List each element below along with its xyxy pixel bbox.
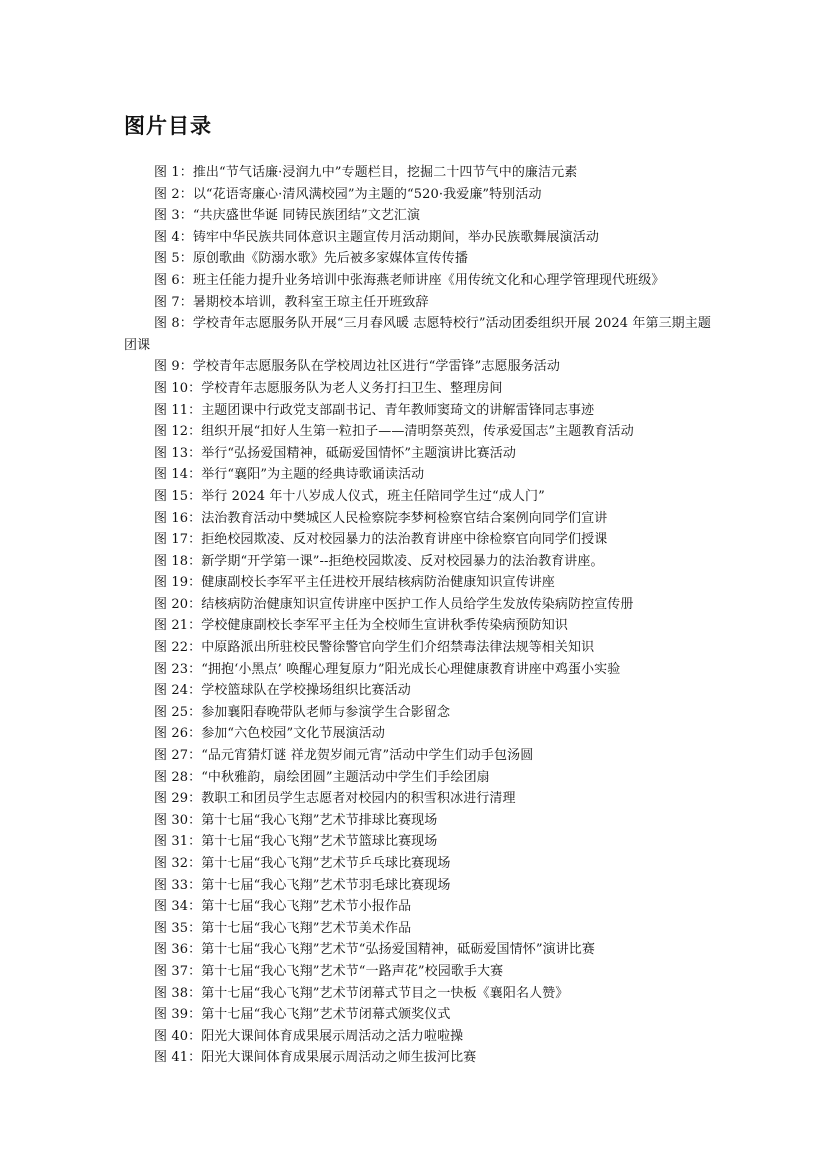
figure-caption: 暑期校本培训，教科室王琼主任开班致辞 <box>192 294 429 310</box>
figure-number: 图 1： <box>154 165 193 180</box>
figure-number: 图 20： <box>154 596 202 612</box>
figure-number: 图 35： <box>154 920 202 936</box>
figure-caption: 以“花语寄廉心·清风满校园”为主题的“520·我爱廉”特别活动 <box>192 186 542 202</box>
figure-caption: 拒绝校园欺凌、反对校园暴力的法治教育讲座中徐检察官向同学们授课 <box>201 532 608 548</box>
figure-number: 图 23： <box>154 661 202 677</box>
figure-number: 图 22： <box>154 640 202 656</box>
figure-caption: 第十七届“我心飞翔”艺术节小报作品 <box>201 899 412 915</box>
figure-number: 图 4： <box>154 229 193 245</box>
figure-entry <box>124 788 717 810</box>
figure-caption: 举行“弘扬爱国精神，砥砺爱国情怀”主题演讲比赛活动 <box>201 445 516 461</box>
figure-number: 图 25： <box>154 704 202 720</box>
figure-caption: 健康副校长李军平主任进校开展结核病防治健康知识宣传讲座 <box>201 575 555 591</box>
figure-entry <box>124 1047 717 1069</box>
figure-entry <box>124 810 717 832</box>
figure-entry <box>124 551 717 573</box>
figure-number: 图 10： <box>154 380 202 396</box>
figure-number: 图 9： <box>154 359 193 375</box>
figure-entry <box>124 831 717 853</box>
figure-number: 图 40： <box>154 1028 202 1044</box>
figure-entry <box>124 702 717 724</box>
figure-caption: 原创歌曲《防溺水歌》先后被多家媒体宣传传播 <box>192 251 468 267</box>
figure-entry <box>124 594 717 616</box>
figure-number: 图 16： <box>154 510 202 526</box>
figure-number: 图 41： <box>154 1050 202 1066</box>
figure-number: 图 7： <box>154 294 193 310</box>
figure-number: 图 19： <box>154 575 202 591</box>
figure-caption: 学校青年志愿服务队在学校周边社区进行“学雷锋”志愿服务活动 <box>192 359 561 375</box>
figure-number: 图 33： <box>154 877 202 893</box>
figure-number: 图 5： <box>154 251 193 267</box>
figure-number: 图 15： <box>154 488 202 504</box>
figure-number: 图 38： <box>154 985 202 1001</box>
figure-caption: 阳光大课间体育成果展示周活动之活力啦啦操 <box>201 1028 464 1044</box>
figure-caption: 学校篮球队在学校操场组织比赛活动 <box>201 683 411 699</box>
figure-caption: 第十七届“我心飞翔”艺术节排球比赛现场 <box>201 812 438 828</box>
figure-caption: 第十七届“我心飞翔”艺术节“一路声花”校园歌手大赛 <box>201 963 504 979</box>
figure-caption: 第十七届“我心飞翔”艺术节美术作品 <box>201 920 412 936</box>
figure-caption: 学校青年志愿服务队开展“三月春风暖 志愿特校行”活动团委组织开展 2024 年第三期主题团课 <box>124 316 711 353</box>
figure-entry <box>124 486 717 508</box>
figure-entry <box>124 313 717 356</box>
figure-entry <box>124 443 717 465</box>
figure-caption: 举行 2024 年十八岁成人仪式，班主任陪同学生过“成人门” <box>201 488 545 504</box>
figure-number: 图 18： <box>154 553 202 569</box>
figure-entry <box>124 464 717 486</box>
figure-number: 图 26： <box>154 726 202 742</box>
figure-caption: 新学期“开学第一课”--拒绝校园欺凌、反对校园暴力的法治教育讲座。 <box>201 553 604 569</box>
figure-number: 图 12： <box>154 424 202 440</box>
figure-caption: “共庆盛世华诞 同铸民族团结”文艺汇演 <box>192 208 421 224</box>
figure-number: 图 27： <box>154 748 202 764</box>
figure-caption: 第十七届“我心飞翔”艺术节篮球比赛现场 <box>201 834 438 850</box>
figure-entry <box>124 875 717 897</box>
figure-entry <box>124 680 717 702</box>
figure-caption: 举行“襄阳”为主题的经典诗歌诵读活动 <box>201 467 425 483</box>
figure-entry <box>124 529 717 551</box>
figure-number: 图 14： <box>154 467 202 483</box>
figure-entry <box>124 767 717 789</box>
figure-number: 图 2： <box>154 186 193 202</box>
figure-entry <box>124 205 717 227</box>
figure-caption: “拥抱‘小黑点’ 唤醒心理复原力”阳光成长心理健康教育讲座中鸡蛋小实验 <box>201 661 621 677</box>
figure-number: 图 28： <box>154 769 202 785</box>
figure-entry <box>124 421 717 443</box>
figure-entry <box>124 162 717 184</box>
figure-caption: 学校青年志愿服务队为老人义务打扫卫生、整理房间 <box>201 380 503 396</box>
figure-caption: 法治教育活动中樊城区人民检察院李梦柯检察官结合案例向同学们宣讲 <box>201 510 608 526</box>
figure-caption: “品元宵猜灯谜 祥龙贺岁闹元宵”活动中学生们动手包汤圆 <box>201 748 534 764</box>
figure-entry <box>124 400 717 422</box>
figure-entry <box>124 248 717 270</box>
figure-caption: 中原路派出所驻校民警徐警官向学生们介绍禁毒法律法规等相关知识 <box>201 640 595 656</box>
figure-entry <box>124 378 717 400</box>
figure-entry <box>124 853 717 875</box>
figure-entry <box>124 983 717 1005</box>
figure-number: 图 6： <box>154 272 193 288</box>
figure-caption: 结核病防治健康知识宣传讲座中医护工作人员给学生发放传染病防控宣传册 <box>201 596 634 612</box>
figure-number: 图 37： <box>154 963 202 979</box>
figure-entry <box>124 637 717 659</box>
figure-caption: 第十七届“我心飞翔”艺术节“弘扬爱国精神，砥砺爱国情怀”演讲比赛 <box>201 942 595 958</box>
figure-entry <box>124 1026 717 1048</box>
figure-caption: 学校健康副校长李军平主任为全校师生宣讲秋季传染病预防知识 <box>201 618 568 634</box>
figure-caption: 第十七届“我心飞翔”艺术节闭幕式颁奖仪式 <box>201 1007 451 1023</box>
figure-number: 图 31： <box>154 834 202 850</box>
figure-entry <box>124 270 717 292</box>
figure-caption: 铸牢中华民族共同体意识主题宣传月活动期间，举办民族歌舞展演活动 <box>192 229 599 245</box>
figure-entry <box>124 659 717 681</box>
figure-entry <box>124 227 717 249</box>
figure-caption: 参加襄阳春晚带队老师与参演学生合影留念 <box>201 704 451 720</box>
figure-entry <box>124 939 717 961</box>
figure-number: 图 17： <box>154 532 202 548</box>
figure-entry <box>124 896 717 918</box>
figure-entry <box>124 961 717 983</box>
figure-entry <box>124 1004 717 1026</box>
figure-caption: 教职工和团员学生志愿者对校园内的积雪积冰进行清理 <box>201 791 516 807</box>
figure-caption: 主题团课中行政党支部副书记、青年教师窦琦文的讲解雷锋同志事迹 <box>201 402 595 418</box>
figure-number: 图 29： <box>154 791 202 807</box>
figure-entry <box>124 184 717 206</box>
figure-entry <box>124 508 717 530</box>
figure-entry <box>124 572 717 594</box>
figure-number: 图 30： <box>154 812 202 828</box>
figure-entry <box>124 292 717 314</box>
figure-caption: 第十七届“我心飞翔”艺术节闭幕式节目之一快板《襄阳名人赞》 <box>201 985 569 1001</box>
figure-number: 图 13： <box>154 445 202 461</box>
figure-number: 图 3： <box>154 208 193 224</box>
figure-caption: 阳光大课间体育成果展示周活动之师生拔河比赛 <box>201 1050 477 1066</box>
figure-entry <box>124 615 717 637</box>
figure-number: 图 36： <box>154 942 202 958</box>
figure-list <box>124 162 717 1069</box>
figure-entry <box>124 745 717 767</box>
page-title: 图片目录 <box>124 114 212 138</box>
figure-number: 图 11： <box>154 402 202 418</box>
figure-entry <box>124 723 717 745</box>
figure-caption: 参加“六色校园”文化节展演活动 <box>201 726 385 742</box>
figure-caption: 推出“节气话廉·浸润九中”专题栏目，挖掘二十四节气中的廉洁元素 <box>192 165 578 180</box>
figure-caption: 第十七届“我心飞翔”艺术节乒乓球比赛现场 <box>201 856 451 871</box>
figure-number: 图 21： <box>154 618 202 634</box>
figure-number: 图 32： <box>154 856 202 871</box>
figure-caption: “中秋雅韵，扇绘团圆”主题活动中学生们手绘团扇 <box>201 769 490 785</box>
figure-caption: 第十七届“我心飞翔”艺术节羽毛球比赛现场 <box>201 877 451 893</box>
figure-number: 图 39： <box>154 1007 202 1023</box>
figure-number: 图 8： <box>154 316 193 332</box>
figure-entry <box>124 356 717 378</box>
figure-number: 图 34： <box>154 899 202 915</box>
figure-caption: 组织开展“扣好人生第一粒扣子——清明祭英烈，传承爱国志”主题教育活动 <box>201 424 634 440</box>
figure-entry <box>124 918 717 940</box>
figure-number: 图 24： <box>154 683 202 699</box>
figure-caption: 班主任能力提升业务培训中张海燕老师讲座《用传统文化和心理学管理现代班级》 <box>192 272 665 288</box>
